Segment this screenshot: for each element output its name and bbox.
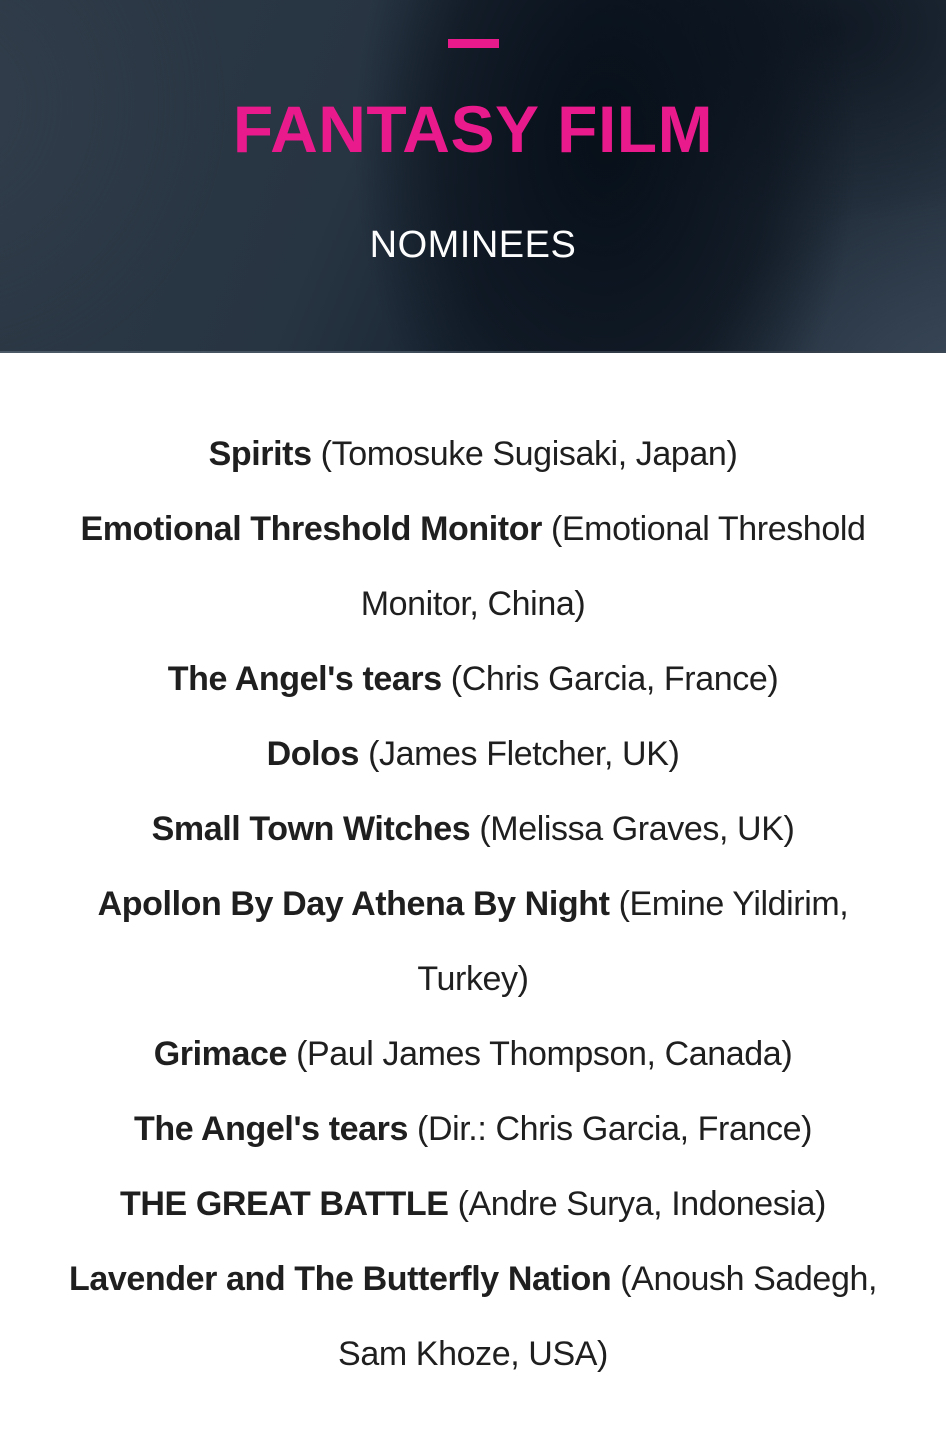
nominee-title: Grimace (153, 1035, 288, 1073)
nominee-details: (Dir.: Chris Garcia, France) (417, 1110, 813, 1148)
nominee-details: (Anoush Sadegh, Sam Khoze, USA) (338, 1260, 878, 1373)
nominee-title: Dolos (266, 735, 360, 773)
nominee-title: Lavender and The Butterfly Nation (68, 1260, 612, 1298)
accent-dash (448, 39, 499, 48)
nominee-entry (48, 867, 898, 1017)
nominee-entry (48, 792, 898, 867)
nominee-details: (Paul James Thompson, Canada) (296, 1035, 793, 1073)
nominee-details: (Emotional Threshold Monitor, China) (360, 510, 866, 623)
nominee-entry (48, 417, 898, 492)
nominee-entry (48, 642, 898, 717)
category-header (0, 0, 946, 353)
nominee-details: (Andre Surya, Indonesia) (457, 1185, 826, 1223)
nominee-entry (48, 717, 898, 792)
nominee-entry (48, 1167, 898, 1242)
nominee-entry (48, 1092, 898, 1167)
nominee-details: (Emine Yildirim, Turkey) (417, 885, 849, 998)
nominee-title: Apollon By Day Athena By Night (97, 885, 610, 923)
nominee-title: Emotional Threshold Monitor (80, 510, 542, 548)
nominee-title: Spirits (208, 435, 312, 473)
nominee-details: (James Fletcher, UK) (368, 735, 680, 773)
nominees-section (0, 353, 946, 1392)
nominee-title: Small Town Witches (151, 810, 471, 848)
nominee-details: (Chris Garcia, France) (450, 660, 779, 698)
nominee-title: The Angel's tears (133, 1110, 408, 1148)
nominee-entry (48, 1242, 898, 1392)
nominee-entry (48, 492, 898, 642)
nominee-details: (Melissa Graves, UK) (479, 810, 795, 848)
nominee-title: THE GREAT BATTLE (120, 1185, 449, 1223)
nominees-subtitle: NOMINEES (369, 224, 577, 266)
category-title: FANTASY FILM (232, 92, 714, 166)
nominee-title: The Angel's tears (167, 660, 442, 698)
nominee-details: (Tomosuke Sugisaki, Japan) (320, 435, 738, 473)
nominees-list (48, 417, 898, 1392)
nominee-entry (48, 1017, 898, 1092)
